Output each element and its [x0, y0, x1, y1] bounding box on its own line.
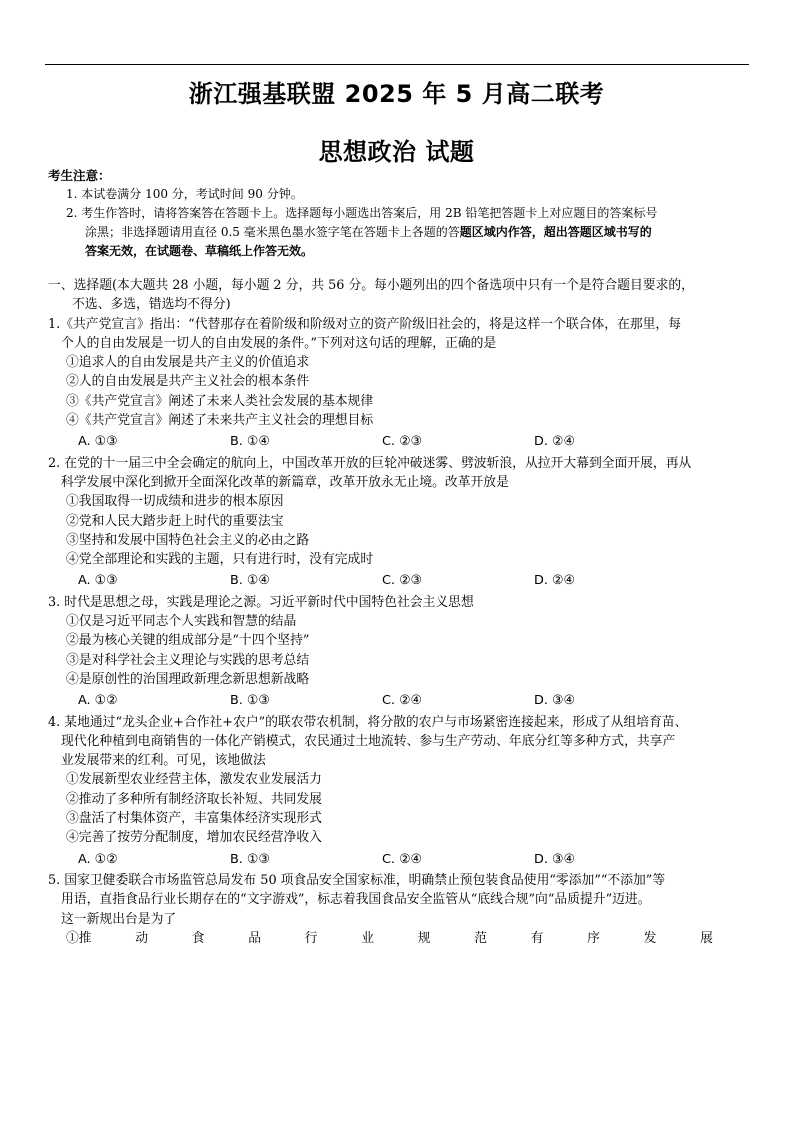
option-char: 业: [361, 930, 375, 946]
option-char: 动: [135, 930, 149, 946]
top-rule: [45, 64, 749, 65]
question-stem: 这一新规出台是为了: [61, 911, 177, 927]
statement-option: ③盘活了村集体资产，丰富集体经济实现形式: [66, 811, 322, 827]
statement-option: ④是原创性的治国理政新理念新思想新战略: [66, 671, 310, 687]
option-char: 范: [474, 930, 487, 946]
question-stem: 5. 国家卫健委联合市场监管总局发布 50 项食品安全国家标准，明确禁止预包装食品使用“零添加”“不添加”等: [48, 872, 666, 888]
question-stem: 2. 在党的十一届三中全会确定的航向上，中国改革开放的巨轮冲破迷雾、劈波斩浪，从拉开大幕到全面开展，再从: [48, 455, 692, 471]
choice-c: C. ②③: [382, 573, 423, 589]
choice-d: D. ③④: [534, 851, 575, 867]
statement-option: ④党全部理论和实践的主题，只有进行时，没有完成时: [66, 552, 374, 568]
exam-subject: 思想政治 试题: [318, 138, 475, 166]
option-char: 展: [700, 930, 713, 946]
answer-choices: [48, 571, 753, 590]
notice-item-2-bold: 题区域内作答，超出答题区域书写的: [459, 225, 652, 239]
answer-choices: [48, 691, 753, 710]
statement-option: ②推动了多种所有制经济取长补短、共同发展: [66, 791, 322, 807]
candidate-notice: [48, 166, 753, 261]
statement-option: ③是对科学社会主义理论与实践的思考总结: [66, 652, 310, 668]
answer-choices: [48, 850, 753, 869]
option-char: 规: [417, 930, 431, 946]
choice-b: B. ①③: [230, 851, 270, 867]
answer-choices: [48, 432, 753, 451]
question-4: [48, 713, 753, 869]
question-stem: 用语，直指食品行业长期存在的“文字游戏”，标志着我国食品安全监管从“底线合规”向“品质提升”迈进。: [61, 892, 651, 908]
statement-option-justified: [48, 929, 753, 948]
question-1: [48, 315, 753, 452]
statement-option: ①我国取得一切成绩和进步的根本原因: [66, 494, 284, 510]
statement-option: ②党和人民大踏步赶上时代的重要法宝: [66, 513, 284, 529]
section-heading: 一、选择题(本大题共 28 小题，每小题 2 分，共 56 分。每小题列出的四个备选项中只有一个是符合题目要求的，: [48, 278, 694, 293]
choice-d: D. ③④: [534, 693, 575, 709]
choice-b: B. ①③: [230, 693, 270, 709]
statement-option: ①仅是习近平同志个人实践和智慧的结晶: [66, 614, 297, 630]
statement-option: ②最为核心关键的组成部分是“十四个坚持”: [66, 633, 310, 649]
choice-c: C. ②④: [382, 693, 423, 709]
notice-item-2-cont: [48, 223, 753, 242]
statement-option: ①追求人的自由发展是共产主义的价值追求: [66, 355, 310, 371]
statement-option: ④完善了按劳分配制度，增加农民经营净收入: [66, 830, 322, 846]
option-char: 序: [587, 930, 600, 946]
question-3: [48, 593, 753, 711]
question-stem: 现代化种植到电商销售的一体化产销模式，农民通过土地流转、参与生产劳动、年底分红等多种方式，共享产: [61, 733, 676, 749]
choice-a: A. ①③: [78, 434, 118, 450]
question-stem: 科学发展中深化到掀开全面深化改革的新篇章，改革开放永无止境。改革开放是: [61, 474, 509, 490]
choice-d: D. ②④: [534, 434, 575, 450]
question-stem: 业发展带来的红利。可见，该地做法: [61, 753, 266, 769]
question-stem: 个人的自由发展是一切人的自由发展的条件。”下列对这句话的理解，正确的是: [61, 335, 497, 351]
option-char: 食: [191, 930, 205, 946]
choice-d: D. ②④: [534, 573, 575, 589]
question-stem: 3. 时代是思想之母，实践是理论之源。习近平新时代中国特色社会主义思想: [48, 594, 474, 610]
statement-option: ③坚持和发展中国特色社会主义的必由之路: [66, 532, 310, 548]
option-char: 发: [643, 930, 657, 946]
question-stem: 4. 某地通过“龙头企业+合作社+农户”的联农带农机制，将分散的农户与市场紧密连接起来，形成了从组培育苗、: [48, 714, 688, 730]
notice-item-2-text: 涂黑；非选择题请用直径 0.5 毫米黑色墨水签字笔在答题卡上各题的答: [85, 225, 460, 239]
choice-b: B. ①④: [230, 434, 270, 450]
choice-a: A. ①③: [78, 573, 118, 589]
notice-item-2: 2. 考生作答时，请将答案答在答题卡上。选择题每小题选出答案后，用 2B 铅笔把答题卡上对应题目的答案标号: [66, 206, 658, 220]
notice-item-1: 1. 本试卷满分 100 分，考试时间 90 分钟。: [66, 187, 303, 201]
question-2: [48, 454, 753, 591]
option-char: 行: [304, 930, 318, 946]
choice-b: B. ①④: [230, 573, 270, 589]
statement-option: ①发展新型农业经营主体，激发农业发展活力: [66, 772, 322, 788]
section-heading-cont: 不选、多选，错选均不得分): [72, 297, 231, 313]
option-char: 有: [530, 930, 544, 946]
statement-option: ④《共产党宣言》阐述了未来共产主义社会的理想目标: [66, 413, 374, 429]
statement-option: ③《共产党宣言》阐述了未来人类社会发展的基本规律: [66, 393, 374, 409]
choice-c: C. ②④: [382, 851, 423, 867]
notice-item-2-end: 答案无效，在试题卷、草稿纸上作答无效。: [85, 244, 314, 258]
option-char: ①推: [66, 930, 92, 946]
question-stem: 1.《共产党宣言》指出：“代替那存在着阶级和阶级对立的资产阶级旧社会的，将是这样一个联合体，在那里，每: [48, 316, 682, 332]
choice-c: C. ②③: [382, 434, 423, 450]
option-char: 品: [248, 930, 262, 946]
statement-option: ②人的自由发展是共产主义社会的根本条件: [66, 374, 310, 390]
question-body: [48, 276, 753, 948]
choice-a: A. ①②: [78, 693, 118, 709]
choice-a: A. ①②: [78, 851, 118, 867]
exam-title: 浙江强基联盟 2025 年 5 月高二联考: [188, 80, 605, 108]
question-5: [48, 871, 753, 948]
notice-heading: 考生注意：: [48, 168, 111, 183]
